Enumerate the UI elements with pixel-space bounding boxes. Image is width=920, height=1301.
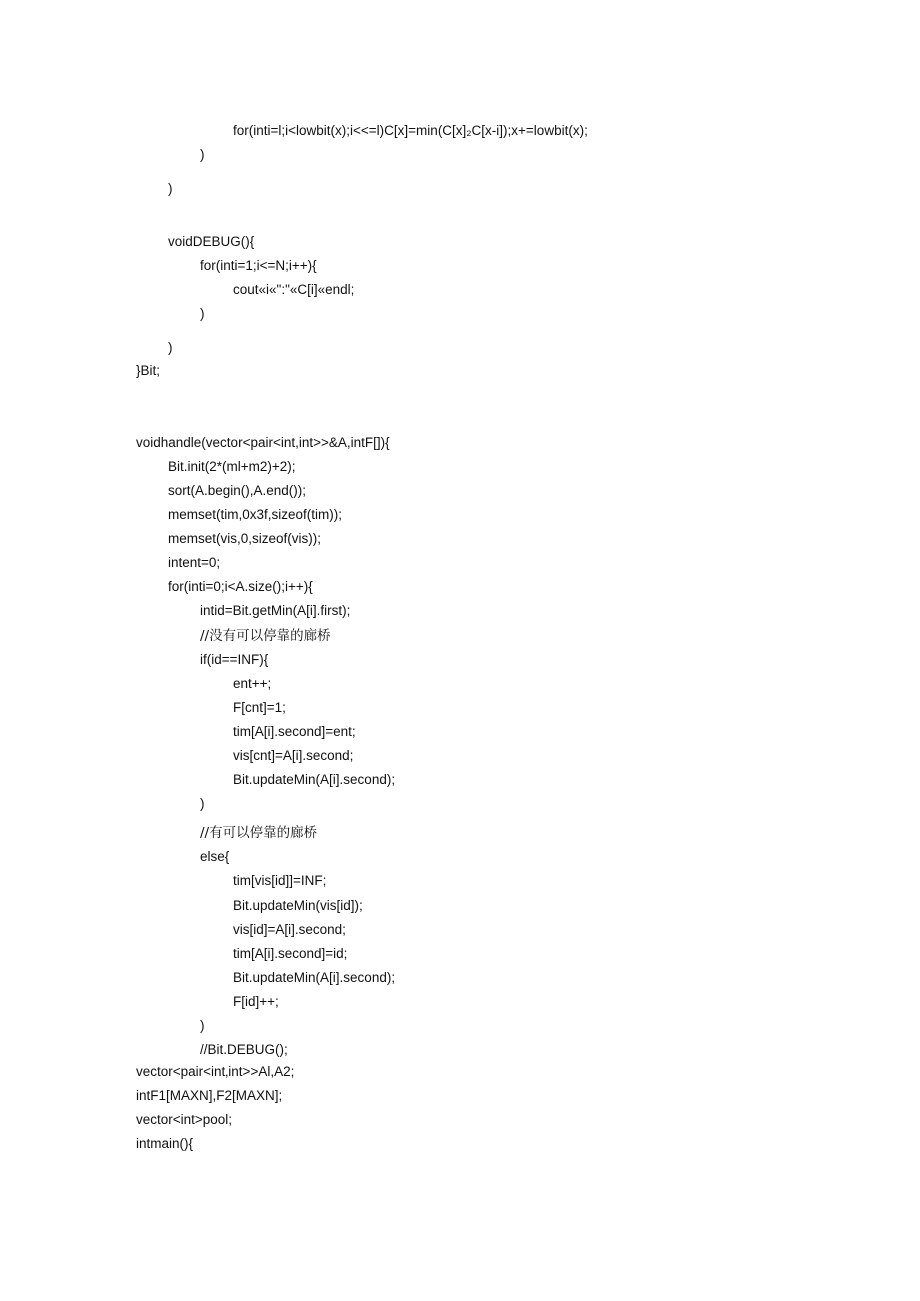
code-line: for(inti=1;i<=N;i++){	[200, 258, 317, 273]
code-line: tim[A[i].second]=ent;	[233, 724, 356, 739]
code-line: )	[200, 147, 205, 162]
code-line: tim[A[i].second]=id;	[233, 946, 348, 961]
code-line: intmain(){	[136, 1136, 194, 1151]
code-line: voidDEBUG(){	[168, 234, 255, 249]
code-line: if(id==INF){	[200, 652, 269, 667]
code-line: Bit.updateMin(vis[id]);	[233, 898, 363, 913]
code-comment: //没有可以停靠的廊桥	[200, 628, 331, 644]
code-line: for(inti=l;i<lowbit(x);i<<=l)C[x]=min(C[x]₂C[x-i]);x+=lowbit(x);	[233, 123, 588, 138]
code-line: voidhandle(vector<pair<int,int>>&A,intF[]){	[136, 435, 390, 450]
code-line: F[id]++;	[233, 994, 279, 1009]
code-line: }Bit;	[136, 363, 161, 378]
code-line: for(inti=0;i<A.size();i++){	[168, 579, 313, 594]
code-line: )	[168, 181, 173, 196]
code-line: else{	[200, 849, 230, 864]
code-line: intid=Bit.getMin(A[i].first);	[200, 603, 351, 618]
code-line: )	[168, 340, 173, 355]
code-line: memset(tim,0x3f,sizeof(tim));	[168, 507, 343, 522]
code-line: tim[vis[id]]=INF;	[233, 873, 327, 888]
code-line: )	[200, 306, 205, 321]
code-line: F[cnt]=1;	[233, 700, 286, 715]
code-line: memset(vis,0,sizeof(vis));	[168, 531, 322, 546]
code-line: )	[200, 1018, 205, 1033]
code-line: )	[200, 796, 205, 811]
code-comment: //有可以停靠的廊桥	[200, 825, 318, 841]
code-line: sort(A.begin(),A.end());	[168, 483, 307, 498]
code-line: ent++;	[233, 676, 272, 691]
code-line: vis[cnt]=A[i].second;	[233, 748, 354, 763]
code-line: //Bit.DEBUG();	[200, 1042, 288, 1057]
code-line: vector<int>pool;	[136, 1112, 233, 1127]
code-line: cout«i«":"«C[i]«endl;	[233, 282, 355, 297]
code-line: vis[id]=A[i].second;	[233, 922, 346, 937]
code-line: Bit.init(2*(ml+m2)+2);	[168, 459, 296, 474]
code-line: vector<pair<int‚int>>Al,A2;	[136, 1064, 295, 1079]
code-line: intF1[MAXN],F2[MAXN];	[136, 1088, 283, 1103]
code-line: Bit.updateMin(A[i].second);	[233, 970, 396, 985]
code-line: Bit.updateMin(A[i].second);	[233, 772, 396, 787]
code-line: intent=0;	[168, 555, 221, 570]
